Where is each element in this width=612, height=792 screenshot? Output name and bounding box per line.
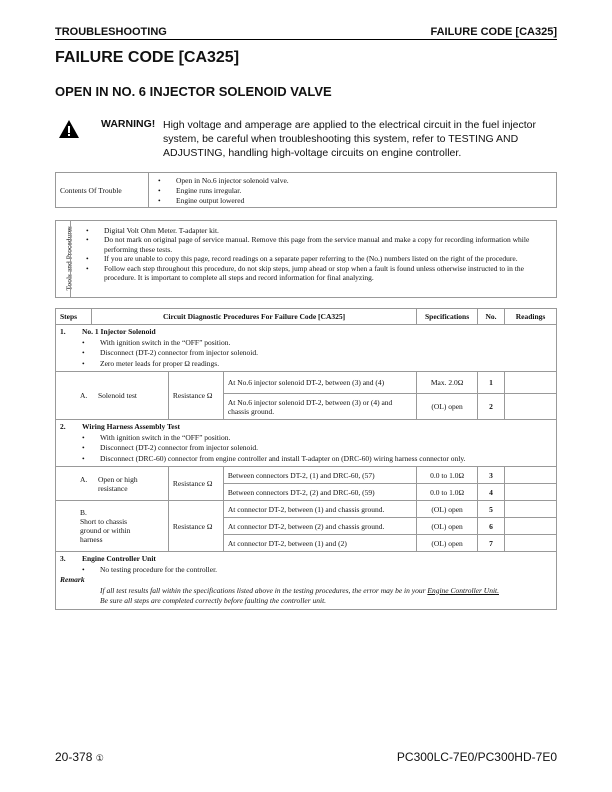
page-number: 20-378 <box>55 750 93 764</box>
reading-5[interactable] <box>505 501 557 518</box>
contents-item: • Engine runs irregular. <box>158 186 289 196</box>
tools-item: • Digital Volt Ohm Meter. T-adapter kit. <box>86 226 551 235</box>
model-number: PC300LC-7E0/PC300HD-7E0 <box>396 750 557 764</box>
revision-mark: ① <box>95 753 104 763</box>
step-3-and-remark: 3. Engine Controller Unit • No testing procedure for the controller. Remark If all test results fall within the specifications listed above in the testing procedures, the error may be in your Engine Controller Unit. Be sure all steps are completed correctly before faulting the controller unit. <box>56 552 557 610</box>
test-type: Resistance Ω <box>168 372 223 420</box>
test-1a: A. Solenoid test <box>56 372 169 420</box>
reading-2[interactable] <box>505 394 557 420</box>
step-1: 1. No. 1 Injector Solenoid • With ignition switch in the “OFF” position. • Disconnect (DT-2) connector from injector solenoid. • Zero meter leads for proper Ω readings. <box>56 325 557 372</box>
page-title: FAILURE CODE [CA325] <box>55 49 240 66</box>
reading-4[interactable] <box>505 484 557 501</box>
test-2b: B.Short to chassis ground or within harness <box>56 501 169 552</box>
header-section: TROUBLESHOOTING <box>55 26 167 38</box>
col-readings: Readings <box>505 309 557 325</box>
warning-label: WARNING! <box>101 118 156 130</box>
ecu-link: Engine Controller Unit. <box>427 585 499 595</box>
tools-and-procedures <box>55 220 557 298</box>
tools-label: Tools and Procedures <box>64 226 74 291</box>
page-header <box>55 26 557 40</box>
step-2: 2. Wiring Harness Assembly Test • With ignition switch in the “OFF” position. • Disconnect (DT-2) connector from injector solenoid. • Disconnect (DRC-60) connector from engine controller and install T-adapter on (DRC-60) wiring harness connector only. <box>56 420 557 467</box>
diagnostic-table: Steps Circuit Diagnostic Procedures For Failure Code [CA325] Specifications No. Readings 1. No. 1 Injector Solenoid • With ignition switch in the “OFF” position. • Disconnect (DT-2) connector from injector solenoid. • Zero meter leads for proper Ω readings. A. Solenoid test Resistance Ω At No.6 injector solenoid DT-2, between (3) and (4) Max. 2.0Ω 1 At No.6 injector solenoid DT-2, between (3) or (4) and chassis ground. (OL) open 2 2. Wiring Harness Assembly Test • With ignition switch in the “OFF” position. • Disconnect (DT-2) connector from injector solenoid. • Disconnect (DRC-60) connector from engine controller and install T-adapter on (DRC-60) wiring harness connector only. A. Open or high resistance Resistance Ω Between connectors DT-2, (1) and DRC-60, (57) 0.0 to 1.0Ω 3 Between connectors DT-2, (2) and DRC-60, (59) 0.0 to 1.0Ω 4 B.Short to chassis ground or within harness Resistance Ω At connector DT-2, between (1) and chassis ground. (OL) open 5 At connector DT-2, between (2) and chassis ground. (OL) open 6 At connector DT-2, between (1) and (2) (OL) open 7 3. Engine Controller Unit • No testing procedure for the controller. Remark If all test results fall within the specifications listed above in the testing procedures, the error may be in your Engine Controller Unit. Be sure all steps are completed correctly before faulting the controller unit. <box>55 308 557 610</box>
tools-item: • Do not mark on original page of service manual. Remove this page from the service manual and make a copy for recording information while performing these tests. <box>86 235 551 254</box>
test-2a: A. Open or high resistance <box>56 467 169 501</box>
col-specs: Specifications <box>417 309 478 325</box>
reading-7[interactable] <box>505 535 557 552</box>
contents-item: • Open in No.6 injector solenoid valve. <box>158 176 289 186</box>
tools-item: • If you are unable to copy this page, record readings on a separate paper referring to the (No.) numbers listed on the right of the procedure. <box>86 254 551 263</box>
contents-item: • Engine output lowered <box>158 196 289 206</box>
page-footer <box>55 750 557 764</box>
reading-1[interactable] <box>505 372 557 394</box>
col-procedures: Circuit Diagnostic Procedures For Failure Code [CA325] <box>91 309 416 325</box>
col-no: No. <box>478 309 505 325</box>
warning-icon <box>58 119 80 139</box>
page-subtitle: OPEN IN NO. 6 INJECTOR SOLENOID VALVE <box>55 84 332 99</box>
col-steps: Steps <box>56 309 92 325</box>
contents-of-trouble <box>55 172 557 208</box>
reading-6[interactable] <box>505 518 557 535</box>
tools-item: • Follow each step throughout this procedure, do not skip steps, jump ahead or stop when a fault is found unless otherwise instructed to in the procedure. It is important to complete all steps and record information for final analyzing. <box>86 264 551 283</box>
reading-3[interactable] <box>505 467 557 484</box>
warning-text: High voltage and amperage are applied to the electrical circuit in the fuel injector system, be careful when troubleshooting this system, refer to TESTING AND ADJUSTING, handling high-voltage circuits on engine controller. <box>163 119 536 159</box>
remark-label: Remark <box>60 575 85 584</box>
header-code: FAILURE CODE [CA325] <box>430 26 557 38</box>
contents-label: Contents Of Trouble <box>60 186 122 195</box>
